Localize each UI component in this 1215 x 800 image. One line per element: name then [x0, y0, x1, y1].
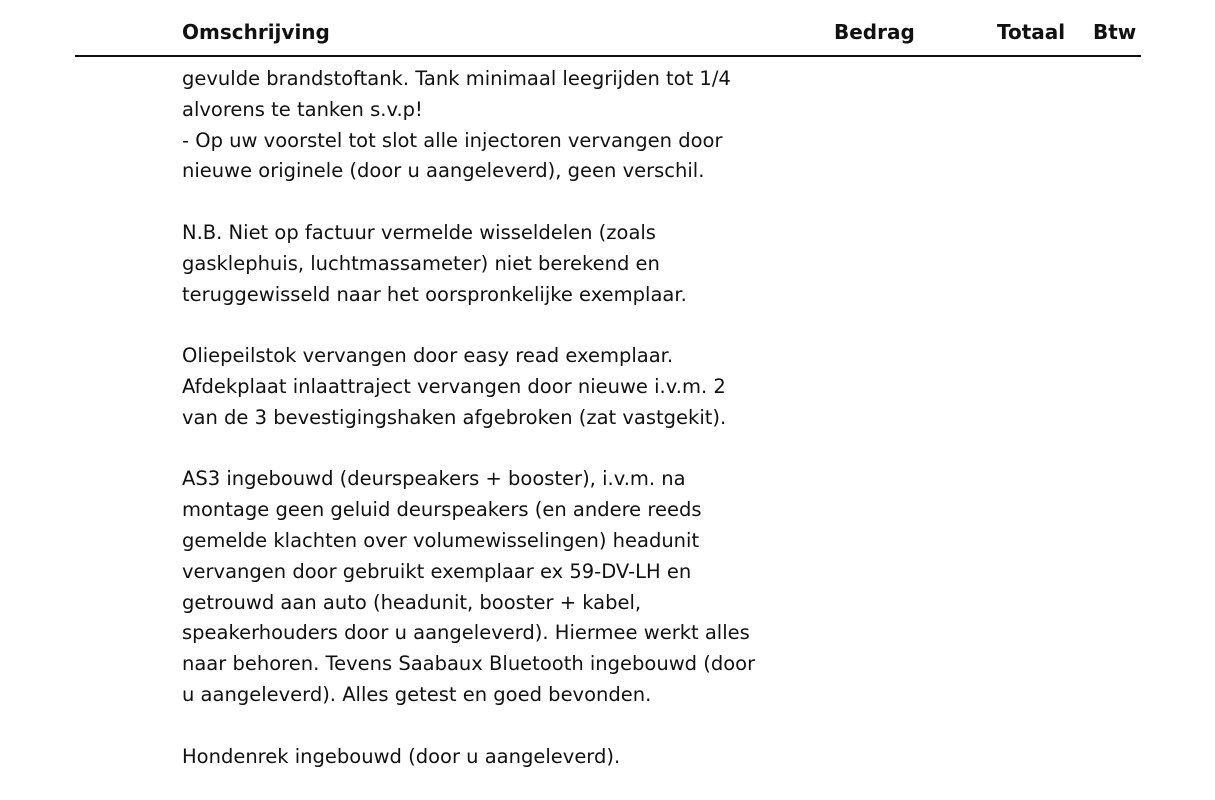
paragraph-gap: [182, 434, 782, 465]
text-line: u aangeleverd). Alles getest en goed bevonden.: [182, 682, 652, 706]
column-header-total: Totaal: [997, 20, 1066, 44]
text-line: gemelde klachten over volumewisselingen) headunit: [182, 528, 700, 552]
paragraph-gap: [182, 310, 782, 341]
text-line: montage geen geluid deurspeakers (en andere reeds: [182, 498, 702, 522]
column-header-vat: Btw: [1093, 20, 1137, 44]
text-line: alvorens te tanken s.v.p!: [182, 97, 423, 121]
text-line: gevulde brandstoftank. Tank minimaal leegrijden tot 1/4: [182, 67, 731, 90]
text-line: vervangen door gebruikt exemplaar ex 59-DV-LH en: [182, 559, 692, 583]
paragraph-exchange-parts: [182, 218, 782, 310]
paragraph-dog-rack: [182, 742, 782, 773]
paragraph-audio-system: [182, 464, 782, 710]
text-line: naar behoren. Tevens Saabaux Bluetooth ingebouwd (door: [182, 652, 756, 676]
column-header-amount: Bedrag: [834, 20, 915, 44]
invoice-table-header: [0, 0, 1215, 56]
text-line: AS3 ingebouwd (deurspeakers + booster), i.v.m. na: [182, 467, 686, 491]
text-line: gasklephuis, luchtmassameter) niet berekend en: [182, 251, 660, 275]
paragraph-gap: [182, 711, 782, 742]
text-line: N.B. Niet op factuur vermelde wisseldelen (zoals: [182, 220, 656, 244]
header-divider: [75, 55, 1141, 57]
text-line: Oliepeilstok vervangen door easy read exemplaar.: [182, 344, 674, 368]
column-header-description: Omschrijving: [182, 20, 330, 44]
text-line: Hondenrek ingebouwd (door u aangeleverd).: [182, 744, 621, 768]
paragraph-gap: [182, 187, 782, 218]
paragraph-dipstick: [182, 341, 782, 433]
text-line: getrouwd aan auto (headunit, booster + kabel,: [182, 590, 642, 614]
text-line: - Op uw voorstel tot slot alle injectoren vervangen door: [182, 128, 723, 152]
text-line: van de 3 bevestigingshaken afgebroken (zat vastgekit).: [182, 405, 727, 429]
text-line: nieuwe originele (door u aangeleverd), geen verschil.: [182, 159, 705, 183]
text-line: Afdekplaat inlaattraject vervangen door nieuwe i.v.m. 2: [182, 374, 726, 398]
text-line: teruggewisseld naar het oorspronkelijke exemplaar.: [182, 282, 687, 306]
description-text: [182, 64, 782, 772]
text-line: speakerhouders door u aangeleverd). Hiermee werkt alles: [182, 621, 750, 645]
paragraph-fuel-injectors: [182, 64, 782, 187]
